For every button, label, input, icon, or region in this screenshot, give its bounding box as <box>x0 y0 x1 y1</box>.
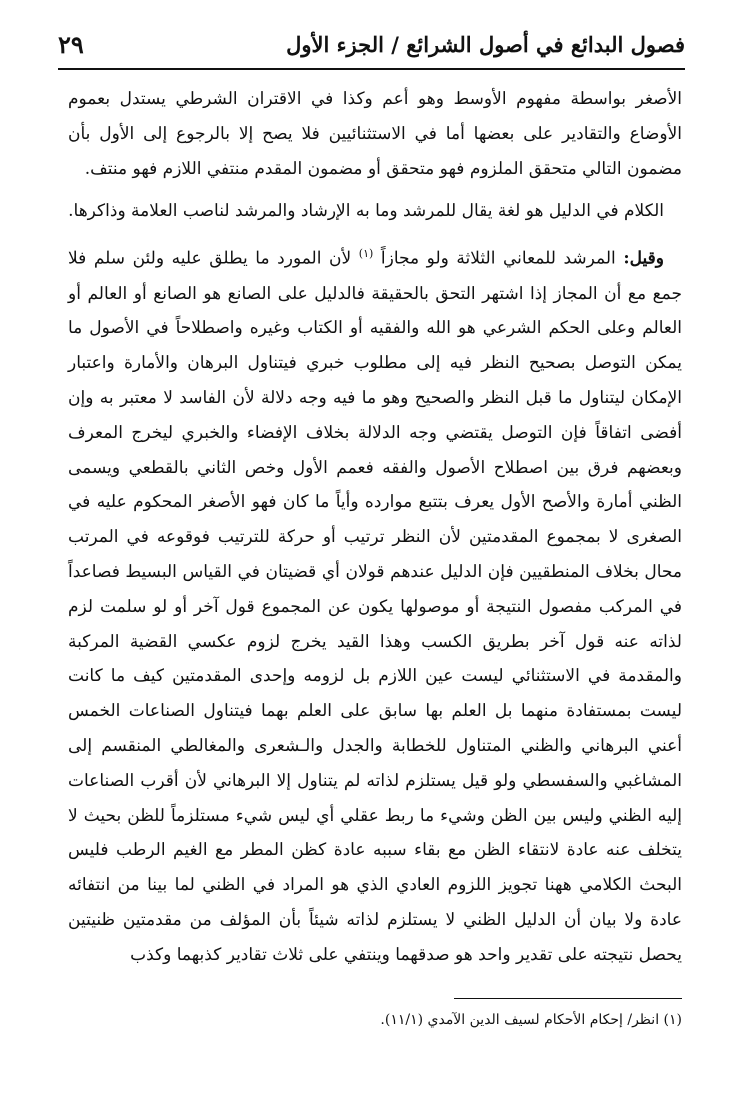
running-title: فصول البدائع في أصول الشرائع / الجزء الأول <box>286 32 685 57</box>
paragraph-3 <box>68 237 682 972</box>
paragraph-1: الأصغر بواسطة مفهوم الأوسط وهو أعم وكذا في الاقتران الشرطي يستدل بعموم الأوضاع والتقادير على بعضها أما في الاستثنائيين فلا يصح إلا بالرجوع إلى الأول بأن مضمون التالي متحقق الملزوم فهو متحقق أو مضمون المقدم منتفي اللازم فهو منتف. <box>68 89 682 179</box>
body-text <box>68 82 682 973</box>
page-number: ٢٩ <box>58 30 84 59</box>
footnote: (١) انظر/ إحكام الأحكام لسيف الدين الآمدي (١١/١). <box>380 1012 682 1028</box>
page-header <box>58 30 685 70</box>
footnote-reference: (١) <box>358 247 374 261</box>
footnote-rule <box>454 998 682 999</box>
header-rule <box>58 68 685 70</box>
paragraph-3-lead: المرشد للمعاني الثلاثة ولو مجازاً <box>380 248 616 269</box>
paragraph-label: وقيل: <box>623 248 664 269</box>
paragraph-2: الكلام في الدليل هو لغة يقال للمرشد وما به الإرشاد والمرشد لناصب العلامة وذاكرها. <box>68 201 664 222</box>
paragraph-3-body: لأن المورد ما يطلق عليه ولئن سلم فلا جمع مع أن المجاز إذا اشتهر التحق بالحقيقة فالدليل على الصانع هو الصانع أو العالم أو العالم وعلى الحكم الشرعي هو الله والفقيه أو الكتاب وغيره واصطلاحاً في الأصول ما يمكن التوصل بصحيح النظر فيه إلى مطلوب خبري فيتناول البرهان والأمارة واعتبار الإمكان ليتناول ما قبل النظر والصحيح وهو ما فيه وجه دلالة لأن الفاسد لا معتبر به وإن أفضى اتفاقاً فإن التوصل يقتضي وجه الدلالة بخلاف الإفضاء والخبري ليخرج المعرف وبعضهم فرق بين اصطلاح الأصول والفقه فعمم الأول وخص الثاني بالقطعي ويسمى الظني أمارة والأصح الأول يعرف بتتبع موارده وأياً ما كان فهو الأصغر المحكوم عليه في الصغرى لا بمجموع المقدمتين لأن النظر ترتيب أو حركة للترتيب فوقوعه في المرتب محال بخلاف المنطقيين فإن الدليل عندهم قولان أي قضيتان في القياس البسيط فصاعداً في المركب مفصول النتيجة أو موصولها يكون عن المجموع قول آخر أو لو سلمت لزم لذاته عنه قول آخر بطريق الكسب وهذا القيد يخرج لزوم عكسي القضية المركبة والمقدمة في الاستثنائي ليست عين اللازم بل لزومه وإحدى المقدمتين كيف ما كانت ليست بمستفادة منهما بل العلم بها سابق على العلم بهما فيتناول الصناعات الخمس أعني البرهاني والظني المتناول للخطابة والجدل والـشعرى والمغالطي المنقسم إلى المشاغبي والسفسطي ولو قيل يستلزم لذاته لم يتناول إلا البرهاني لأن أقرب الصناعات إليه الظني وليس بين الظن وشيء ما ربط عقلي أي ليس شيء مستلزماً للظن بحيث لا يتخلف عنه عادة لانتقاء الظن مع بقاء سببه عادة كظن المطر مع الغيم الرطب فليس البحث الكلامي ههنا تجويز اللزوم العادي الذي هو المراد في الظني لما بينا من انتفائه عادة ولا بيان أن الدليل الظني لا يستلزم لذاته شيئاً بأن المؤلف من مقدمتين ظنيتين يحصل نتيجته على تقدير واحد هو صدقهما وينتفي على ثلاث تقادير كذبهما وكذب <box>68 248 682 965</box>
